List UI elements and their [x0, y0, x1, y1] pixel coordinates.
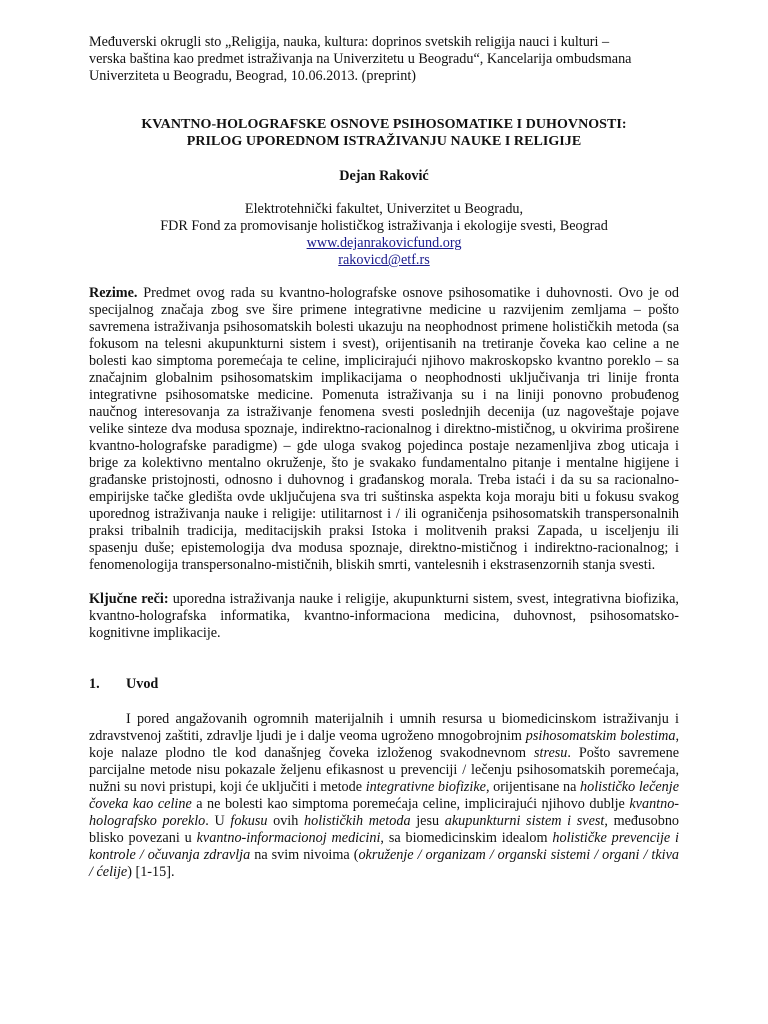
intro-emphasis: kvantno-holografsko poreklo	[89, 796, 680, 829]
keywords-label: Ključne reči:	[89, 591, 169, 607]
affiliation-line-1: Elektrotehnički fakultet, Univerzitet u Beogradu,	[244, 201, 524, 217]
intro-emphasis: holističkih metoda	[304, 813, 411, 829]
header-line-2: verska baština kao predmet istraživanja na Univerzitetu u Beogradu“, Kancelarija ombudsmana	[89, 51, 632, 67]
intro-text: na svim nivoima (	[250, 847, 359, 863]
intro-text: a ne bolesti kao simptoma poremećaja celine, implicirajući njihovo dublje	[191, 796, 630, 812]
section-title: Uvod	[126, 676, 159, 692]
abstract-label: Rezime.	[89, 285, 138, 301]
intro-text: . Pošto savremene parcijalne metode nisu pokazale željenu efikasnost u prevenciji / lečenju psihosomatskih poremećaja, nužni su novi pristupi, koji će uključiti i metode	[89, 745, 679, 795]
email-link[interactable]: rakovicd@etf.rs	[338, 252, 430, 268]
header-line-1: Međuverski okrugli sto „Religija, nauka, kultura: doprinos svetskih religija nauci i kulturi –	[89, 34, 610, 50]
header-line-3: Univerziteta u Beogradu, Beograd, 10.06.2013. (preprint)	[89, 68, 417, 84]
conference-header	[89, 34, 679, 85]
paper-title	[89, 116, 679, 150]
intro-emphasis: kvantno-informacionoj medicini	[196, 830, 381, 846]
title-line-1: KVANTNO-HOLOGRAFSKE OSNOVE PSIHOSOMATIKE I DUHOVNOSTI:	[141, 117, 627, 132]
intro-emphasis: holističke prevencije i kontrole / očuvanja zdravlja	[89, 830, 679, 863]
affiliation-line-2: FDR Fond za promovisanje holističkog istraživanja i ekologije svesti, Beograd	[160, 218, 608, 234]
intro-text: jesu	[410, 813, 445, 829]
intro-text: . U	[205, 813, 231, 829]
intro-emphasis: integrativne biofizike	[365, 779, 486, 795]
intro-emphasis: stresu	[533, 745, 568, 761]
document-page	[89, 34, 679, 881]
affiliation	[89, 201, 679, 269]
author-name: Dejan Raković	[339, 168, 429, 184]
intro-emphasis: psihosomatskim bolestima	[525, 728, 676, 744]
title-line-2: PRILOG UPOREDNOM ISTRAŽIVANJU NAUKE I RELIGIJE	[186, 134, 582, 149]
intro-text: , koje nalaze plodno tle kod današnjeg čoveka izloženog svakodnevnom	[89, 728, 679, 761]
intro-paragraph	[89, 711, 679, 881]
abstract	[89, 285, 679, 574]
intro-emphasis: okruženje / organizam / organski sistemi / organi / tkiva / ćelije	[89, 847, 679, 880]
intro-emphasis: akupunkturni sistem i svest	[444, 813, 605, 829]
intro-text: I pored angažovanih ogromnih materijalnih i umnih resursa u biomedicinskom istraživanju i zdravstvenoj zaštiti, zdravlje ljudi je i dalje veoma ugroženo mnogobrojnim	[89, 711, 679, 744]
keywords	[89, 591, 679, 642]
website-link[interactable]: www.dejanrakovicfund.org	[306, 235, 462, 251]
intro-emphasis: holističko lečenje čoveka kao celine	[89, 779, 680, 812]
intro-text: ovih	[267, 813, 304, 829]
intro-text: , orijentisane na	[485, 779, 581, 795]
abstract-text: Predmet ovog rada su kvantno-holografske osnove psihosomatike i duhovnosti. Ovo je od specijalnog značaja zbog sve šire primene integrativne medicine u razvijenim zemljama – pošto savremena istraživanja psihosomatskih bolesti ukazuju na neophodnost primene holističkih metoda (sa fokusom na telesni akupunkturni sistem i svest), orijentisanih na tretiranje čoveka kao celine a ne bolesti kao simptoma poremećaja te celine, implicirajući njihovo makroskopsko kvantno poreklo – sa značajnim globalnim psihosomatskim implikacijama o neophodnosti uključivanja tri linije fronta integrativne psihosomatske medicine. Pomenuta istraživanja su i na liniji ponovno probuđenog naučnog interesovanja za istraživanje fenomena svesti poslednjih decenija (uz nagoveštaje pojave velike sinteze dva modusa spoznaje, indirektno-racionalnog i direktno-mističnog, u okvirima proširene kvantno-holografske paradigme) – gde uloga svakog pojedinca postaje nezamenljiva zbog uticaja i brige za kolektivno mentalno okruženje, što je svakako fundamentalno pitanje i mentalne higijene i građanske pristojnosti, odnosno i duhovnog i građanskog morala. Treba istaći i da su sa racionalno-empirijske tačke gledišta ovde uključujena sva tri suštinska aspekta koja moraju biti u fokusu svakog uporednog istraživanja nauke i religije: utilitarnost i / ili ograničenja psihosomatskih transpersonalnih praksi tribalnih tradicija, meditacijskih praksi Istoka i molitvenih praksi Zapada, u isceljenju ili spasenju duše; epistemologija dva modusa spoznaje, direktno-mističnog i indirektno-racionalnog; i fenomenologija transpersonalno-mističnih, bliskih smrti, vantelesnih i ekstrasenzornih stanja svesti.	[89, 285, 679, 573]
intro-text: , sa biomedicinskim idealom	[380, 830, 553, 846]
keywords-text: uporedna istraživanja nauke i religije, akupunkturni sistem, svest, integrativna biofizika, kvantno-holografska informatika, kvantno-informaciona medicina, duhovnost, psihosomatsko-kognitivne implikacije.	[89, 591, 679, 641]
section-number: 1.	[89, 676, 100, 692]
intro-text: ) [1-15].	[127, 864, 175, 880]
section-heading	[89, 676, 679, 693]
intro-text: , međusobno blisko povezani u	[89, 813, 680, 846]
intro-emphasis: fokusu	[230, 813, 268, 829]
